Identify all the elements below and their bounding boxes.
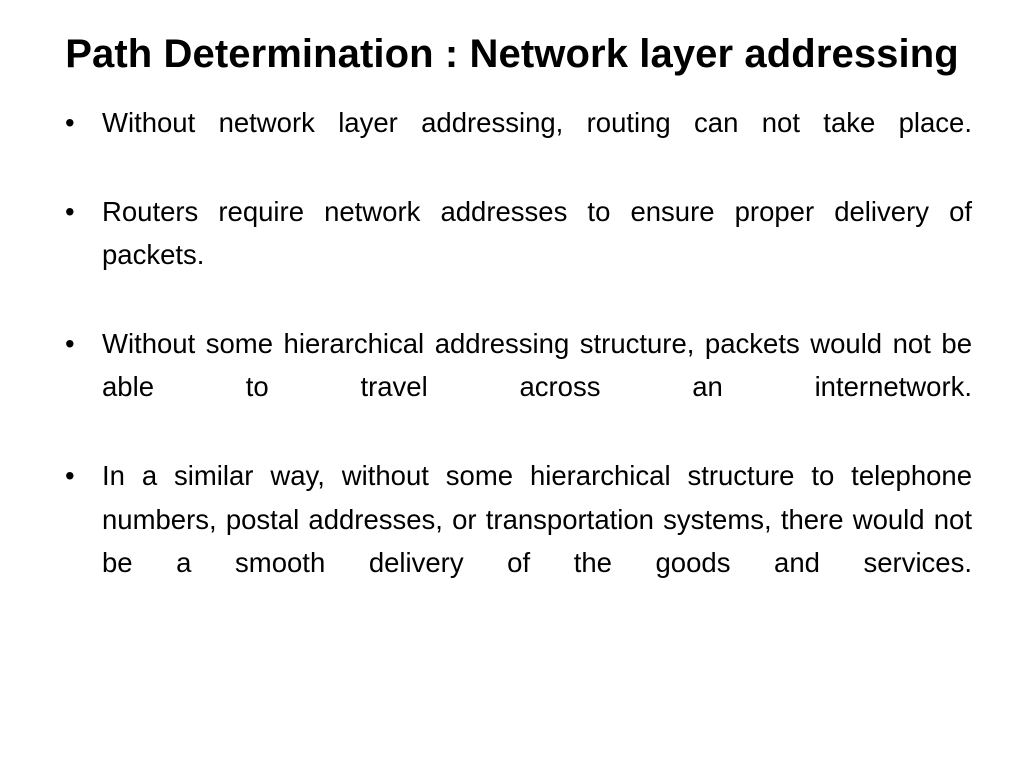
list-item [60,454,972,628]
bullet-dot-icon: • [65,460,75,492]
list-item-text: Routers require network addresses to ensure proper delivery of packets. [102,195,972,271]
list-item [60,190,972,320]
bullet-dot-icon: • [65,195,75,227]
bullet-dot-icon: • [65,327,75,359]
page-title: Path Determination : Network layer addressing [65,32,959,76]
bullet-list [0,101,1024,628]
bullet-dot-icon: • [65,106,75,138]
list-item-text: In a similar way, without some hierarchical structure to telephone numbers, postal addresses, or transportation systems, there would not be a smooth delivery of the goods and services. [102,460,972,579]
list-item [60,322,972,452]
list-item-text: Without network layer addressing, routing can not take place. [102,106,972,138]
list-item-text: Without some hierarchical addressing structure, packets would not be able to travel across an internetwork. [102,327,972,403]
list-item [60,101,972,188]
